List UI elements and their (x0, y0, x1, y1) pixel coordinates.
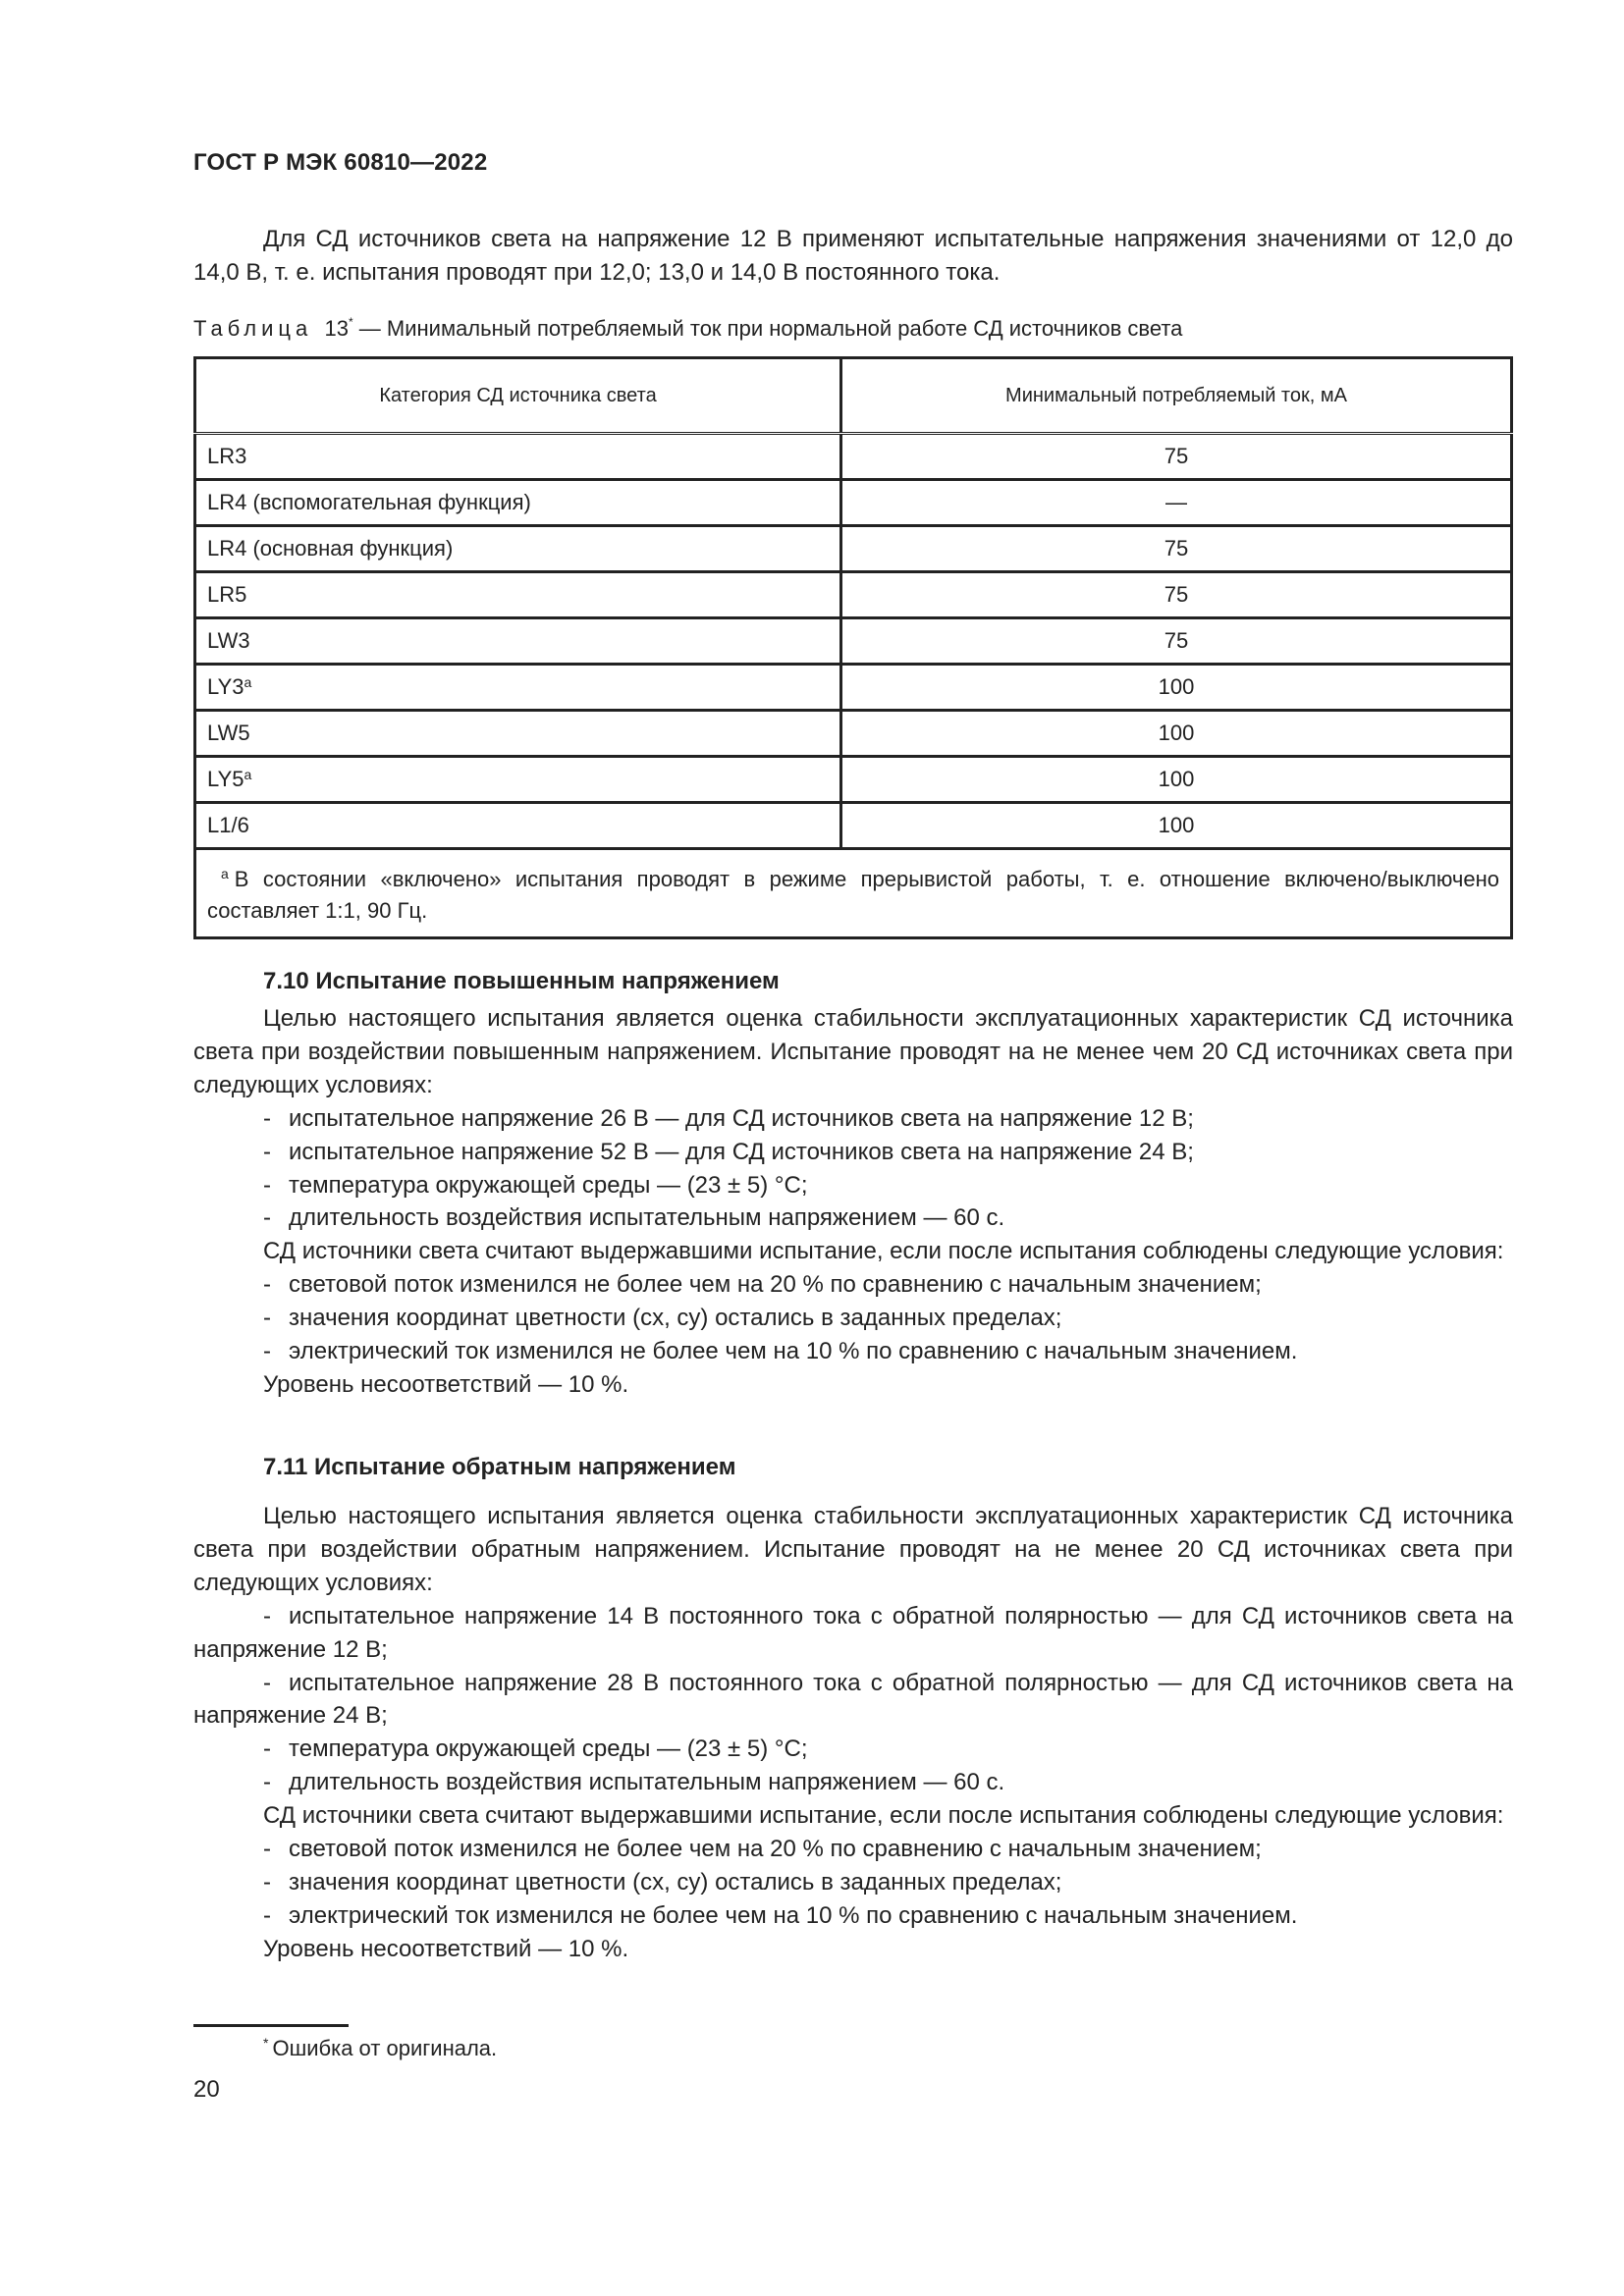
column-header-category: Категория СД источника света (195, 358, 841, 434)
section-7-10-pass-intro: СД источники света считают выдержавшими испытание, если после испытания соблюдены следующие условия: (263, 1238, 1504, 1265)
cell-current: 100 (841, 803, 1512, 849)
category-text: LY5 (207, 767, 244, 791)
column-header-current: Минимальный потребляемый ток, мА (841, 358, 1512, 434)
list-dash: - (263, 1868, 271, 1896)
condition-text: испытательное напряжение 52 В — для СД источников света на напряжение 24 В; (289, 1138, 1194, 1165)
cell-current: 100 (841, 665, 1512, 711)
cell-category (195, 572, 841, 618)
list-dash: - (263, 1836, 271, 1863)
table-row (195, 757, 1512, 803)
criterion-text: значения координат цветности (cx, cy) остались в заданных пределах; (289, 1305, 1062, 1332)
criterion-item (193, 1268, 1513, 1302)
category-text: LR5 (207, 582, 247, 607)
category-text: LW5 (207, 721, 250, 745)
list-dash: - (263, 1138, 271, 1165)
condition-item (193, 1169, 1513, 1202)
criterion-item (193, 1866, 1513, 1899)
condition-text: температура окружающей среды — (23 ± 5) °С; (289, 1171, 808, 1199)
table-note (195, 849, 1512, 938)
table-caption-title: — Минимальный потребляемый ток при нормальной работе СД источников света (358, 316, 1183, 341)
condition-item (193, 1667, 1513, 1734)
condition-item (193, 1136, 1513, 1169)
section-7-11-intro: Целью настоящего испытания является оценка стабильности эксплуатационных характеристик СД источника света при воздействии обратным напряжением. Испытание проводят на не менее 20 СД источниках света при следующих условиях: (193, 1503, 1513, 1596)
condition-item (193, 1733, 1513, 1766)
category-text: L1/6 (207, 813, 249, 837)
list-dash: - (263, 1271, 271, 1299)
table-row (195, 526, 1512, 572)
cell-current: 75 (841, 618, 1512, 665)
footnote-text: Ошибка от оригинала. (272, 2036, 498, 2060)
intro-paragraph: Для СД источников света на напряжение 12 В применяют испытательные напряжения значениями от 12,0 до 14,0 В, т. е. испытания проводят при 12,0; 13,0 и 14,0 В постоянного тока. (193, 226, 1513, 286)
condition-item (193, 1766, 1513, 1799)
criterion-item (193, 1899, 1513, 1933)
criterion-text: электрический ток изменился не более чем на 10 % по сравнению с начальным значением. (289, 1901, 1298, 1929)
list-dash: - (263, 1669, 271, 1696)
category-text: LR4 (основная функция) (207, 536, 454, 561)
section-7-11-pass-intro: СД источники света считают выдержавшими испытание, если после испытания соблюдены следующие условия: (263, 1802, 1504, 1830)
footnote-mark: * (263, 2035, 269, 2051)
table-note-text: В состоянии «включено» испытания проводят в режиме прерывистой работы, т. е. отношение включено/выключено составляет 1:1, 90 Гц. (207, 867, 1499, 923)
section-7-11-body (193, 1500, 1513, 1966)
criterion-item (193, 1302, 1513, 1335)
category-text: LR3 (207, 444, 247, 468)
section-7-11-nonconformity: Уровень несоответствий — 10 %. (263, 1935, 629, 1962)
cell-current: 75 (841, 434, 1512, 480)
list-dash: - (263, 1735, 271, 1763)
criterion-item (193, 1335, 1513, 1368)
footnote-separator (193, 2024, 349, 2027)
condition-item (193, 1600, 1513, 1667)
cell-current: 100 (841, 757, 1512, 803)
criterion-text: световой поток изменился не более чем на 20 % по сравнению с начальным значением; (289, 1836, 1262, 1863)
list-dash: - (263, 1769, 271, 1796)
criterion-text: электрический ток изменился не более чем на 10 % по сравнению с начальным значением. (289, 1338, 1298, 1365)
condition-item (193, 1102, 1513, 1136)
cell-current: 75 (841, 526, 1512, 572)
cell-category (195, 803, 841, 849)
section-7-10-nonconformity: Уровень несоответствий — 10 %. (263, 1370, 629, 1398)
category-text: LY3 (207, 674, 244, 699)
criterion-text: значения координат цветности (cx, cy) остались в заданных пределах; (289, 1868, 1062, 1896)
footnote (263, 2035, 497, 2061)
list-dash: - (263, 1602, 271, 1629)
category-text: LR4 (вспомогательная функция) (207, 490, 531, 514)
category-sup: a (244, 674, 252, 690)
list-dash: - (263, 1338, 271, 1365)
cell-current: — (841, 480, 1512, 526)
table-row (195, 711, 1512, 757)
condition-text: длительность воздействия испытательным напряжением — 60 с. (289, 1204, 1005, 1232)
criterion-item (193, 1833, 1513, 1866)
cell-category (195, 434, 841, 480)
list-dash: - (263, 1171, 271, 1199)
list-dash: - (263, 1901, 271, 1929)
condition-text: длительность воздействия испытательным напряжением — 60 с. (289, 1769, 1005, 1796)
condition-text: испытательное напряжение 14 В постоянного тока с обратной полярностью — для СД источников света на напряжение 12 В; (193, 1602, 1513, 1663)
cell-category (195, 526, 841, 572)
category-text: LW3 (207, 628, 250, 653)
table-header-row (195, 358, 1512, 434)
cell-category (195, 711, 841, 757)
table-row (195, 434, 1512, 480)
table-note-mark: a (221, 866, 229, 881)
section-7-11-heading: 7.11 Испытание обратным напряжением (263, 1454, 736, 1480)
document-header: ГОСТ Р МЭК 60810—2022 (193, 149, 488, 176)
cell-category (195, 618, 841, 665)
cell-current: 100 (841, 711, 1512, 757)
table-row (195, 480, 1512, 526)
table-row (195, 803, 1512, 849)
cell-current: 75 (841, 572, 1512, 618)
table-note-row (195, 849, 1512, 938)
table-caption (193, 315, 1182, 342)
table-row (195, 665, 1512, 711)
table-caption-word: Таблица (193, 316, 313, 341)
list-dash: - (263, 1305, 271, 1332)
cell-category (195, 757, 841, 803)
table-caption-number: 13 (324, 316, 349, 341)
table-row (195, 618, 1512, 665)
condition-text: температура окружающей среды — (23 ± 5) °С; (289, 1735, 808, 1763)
criterion-text: световой поток изменился не более чем на 20 % по сравнению с начальным значением; (289, 1271, 1262, 1299)
condition-text: испытательное напряжение 28 В постоянного тока с обратной полярностью — для СД источников света на напряжение 24 В; (193, 1669, 1513, 1730)
category-sup: a (244, 767, 252, 782)
cell-category (195, 480, 841, 526)
section-7-10-heading: 7.10 Испытание повышенным напряжением (263, 968, 780, 994)
intro-block (193, 223, 1513, 290)
list-dash: - (263, 1104, 271, 1132)
section-7-10-body (193, 1002, 1513, 1402)
condition-text: испытательное напряжение 26 В — для СД источников света на напряжение 12 В; (289, 1104, 1194, 1132)
table-row (195, 572, 1512, 618)
min-current-table (193, 356, 1513, 939)
section-7-10-intro: Целью настоящего испытания является оценка стабильности эксплуатационных характеристик СД источника света при воздействии повышенным напряжением. Испытание проводят на не менее чем 20 СД источниках света при следующих условиях: (193, 1005, 1513, 1098)
list-dash: - (263, 1204, 271, 1232)
page-number: 20 (193, 2076, 220, 2103)
condition-item (193, 1201, 1513, 1235)
table-caption-mark: * (348, 315, 353, 329)
cell-category (195, 665, 841, 711)
